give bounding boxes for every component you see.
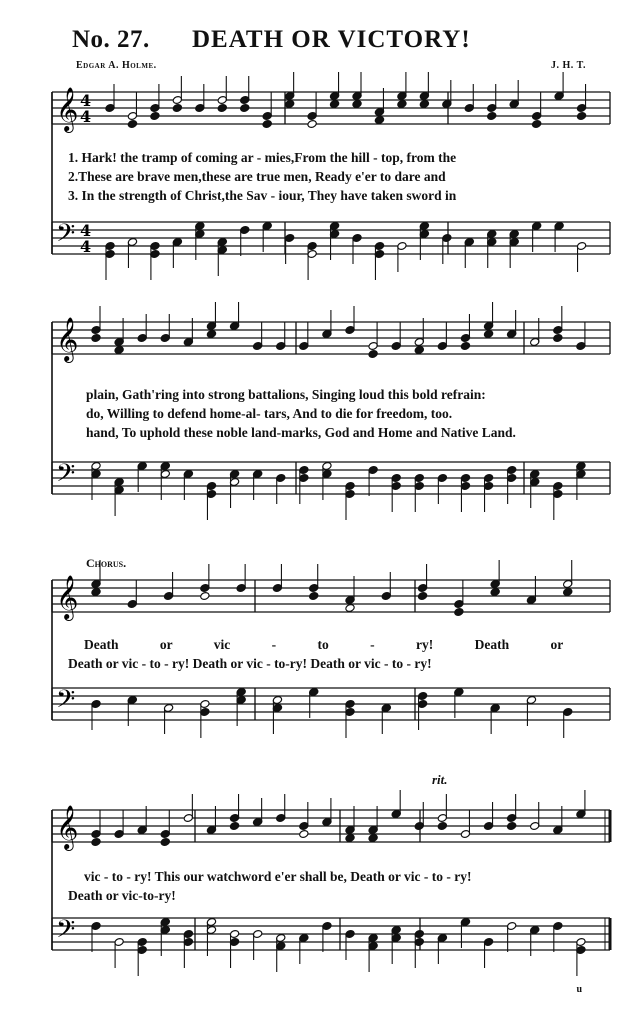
note-head <box>299 830 309 839</box>
note-head <box>507 822 517 831</box>
note-head <box>576 112 586 121</box>
note-head <box>309 592 319 601</box>
note-head <box>397 100 407 109</box>
note-head <box>160 838 170 847</box>
system-2-lyric-verse-3: hand, To uphold these noble land-marks, God and Home and Native Land. <box>86 425 516 440</box>
note-head <box>91 838 101 847</box>
note-head <box>374 116 384 125</box>
treble-clef-icon: 𝄞 <box>56 87 79 131</box>
note-head <box>419 100 429 109</box>
system-4-lyric-line-1: vic - to - ry! This our watchword e'er shall be, Death or vic - to - ry! <box>84 869 472 884</box>
treble-clef-icon: 𝄞 <box>56 805 79 849</box>
system-4-lyric-line-2: Death or vic-to-ry! <box>68 888 176 903</box>
note-head <box>460 342 470 351</box>
note-head <box>563 588 573 597</box>
note-head <box>417 592 427 601</box>
bass-clef-icon: 𝄢 <box>56 219 76 254</box>
system-1-lyric-verse-2: 2.These are brave men,these are true men, Ready e'er to dare and <box>68 169 446 184</box>
system-1-lyric-verse-1: 1. Hark! the tramp of coming ar - mies,From the hill - top, from the <box>68 150 457 165</box>
system-2-lyric-verse-1: plain, Gath'ring into strong battalions, Singing loud this bold refrain: <box>86 387 486 402</box>
note-head <box>217 104 227 113</box>
note-head <box>114 346 124 355</box>
note-head <box>352 100 362 109</box>
song-number: No. 27. <box>72 26 150 53</box>
note-head <box>172 104 182 113</box>
page-mark: u <box>576 984 582 995</box>
note-head <box>91 334 101 343</box>
time-signature: 4 <box>80 107 92 126</box>
note-head <box>454 608 464 617</box>
bass-clef-icon: 𝄢 <box>56 915 76 950</box>
note-head <box>240 104 250 113</box>
note-head <box>91 588 101 597</box>
note-head <box>553 334 563 343</box>
note-head <box>368 834 378 843</box>
note-head <box>285 100 295 109</box>
chorus-label: Chorus. <box>86 556 127 570</box>
note-head <box>200 592 210 601</box>
note-head <box>483 330 493 339</box>
bass-clef-icon: 𝄢 <box>56 685 76 720</box>
lyricist-credit: Edgar A. Holme. <box>76 60 157 71</box>
ritardando-mark: rit. <box>432 772 448 787</box>
bass-clef-icon: 𝄢 <box>56 459 76 494</box>
note-head <box>329 100 339 109</box>
note-head <box>127 120 137 129</box>
song-title: DEATH OR VICTORY! <box>192 26 471 53</box>
note-head <box>150 112 160 121</box>
note-head <box>437 822 447 831</box>
note-head <box>345 604 355 613</box>
treble-clef-icon: 𝄞 <box>56 317 79 361</box>
note-head <box>532 120 542 129</box>
system-1-lyric-verse-3: 3. In the strength of Christ,the Sav - iour, They have taken sword in <box>68 188 457 203</box>
note-head <box>414 346 424 355</box>
composer-credit: J. H. T. <box>550 60 586 71</box>
note-head <box>345 834 355 843</box>
note-head <box>206 330 216 339</box>
system-3-lyric-line-2: Death or vic - to - ry! Death or vic - to-ry! Death or vic - to - ry! <box>68 656 432 671</box>
time-signature: 4 <box>80 221 92 240</box>
time-signature: 4 <box>80 237 92 256</box>
note-head <box>307 120 317 129</box>
note-head <box>368 350 378 359</box>
note-head <box>229 822 239 831</box>
treble-clef-icon: 𝄞 <box>56 575 79 619</box>
note-head <box>262 120 272 129</box>
note-head <box>487 112 497 121</box>
time-signature: 4 <box>80 91 92 110</box>
system-2-lyric-verse-2: do, Willing to defend home-al- tars, And to die for freedom, too. <box>86 406 453 421</box>
note-head <box>490 588 500 597</box>
system-3-lyric-line-1: Death or vic - to - ry! Death or <box>84 637 564 652</box>
